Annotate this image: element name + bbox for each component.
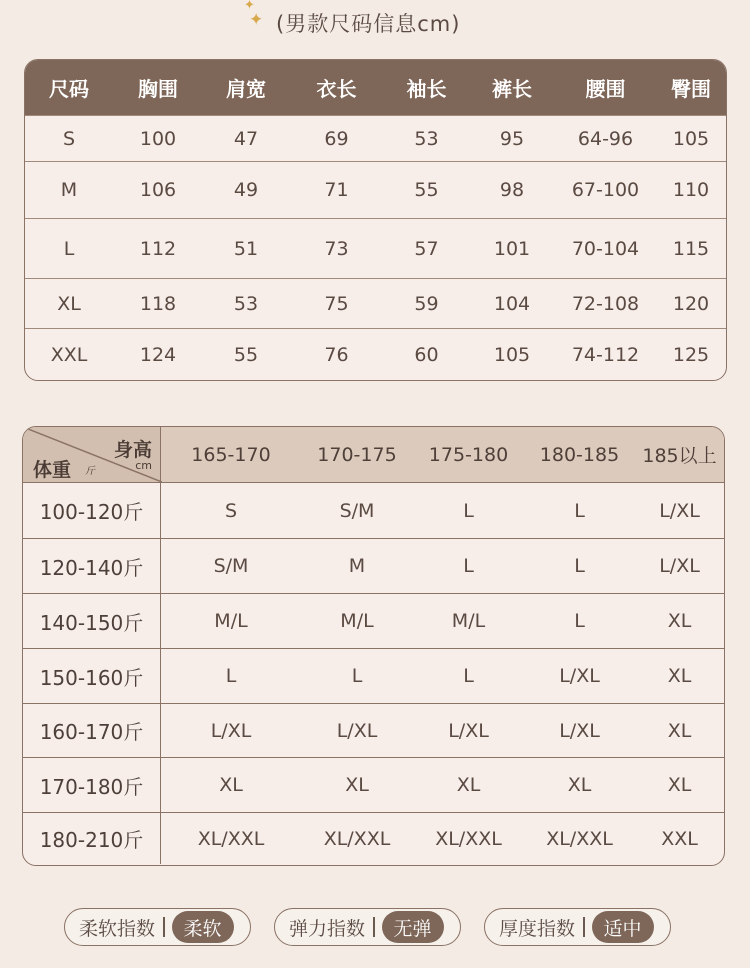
divider	[583, 917, 585, 937]
weight-range-cell: 120-140斤	[23, 539, 161, 593]
measurement-cell: 47	[233, 127, 259, 150]
fit-row	[23, 812, 724, 864]
measurement-cell: 100	[139, 127, 177, 150]
recommended-size-cell: L	[463, 499, 474, 522]
fit-row	[23, 482, 724, 538]
recommended-size-cell: L	[351, 665, 363, 687]
measurement-cell: 115	[672, 237, 710, 260]
recommended-size-cell: XXL	[661, 827, 698, 850]
header-cell: 腰围	[585, 77, 626, 101]
measurement-cell: 71	[324, 179, 349, 201]
measurement-cell: 57	[414, 237, 439, 260]
size-cell: L	[63, 237, 75, 260]
size-table-header	[25, 60, 726, 115]
size-cell: M	[60, 179, 78, 201]
size-row	[25, 278, 726, 328]
measurement-cell: 74-112	[571, 344, 640, 366]
fit-row	[23, 593, 724, 648]
height-range-cell: 165-170	[191, 443, 271, 466]
recommended-size-cell: XL	[667, 719, 692, 742]
measurement-cell: 110	[672, 179, 710, 201]
measurement-cell: 112	[139, 237, 177, 260]
measurement-cell: 49	[233, 179, 259, 201]
weight-range-cell: 140-150斤	[23, 594, 161, 648]
recommended-size-cell: S	[224, 499, 238, 522]
measurement-cell: 76	[324, 344, 349, 366]
divider	[163, 917, 165, 937]
recommended-size-cell: S/M	[213, 555, 249, 577]
recommended-size-cell: L	[463, 555, 474, 577]
height-range-cell: 175-180	[428, 443, 509, 466]
header-cell: 袖长	[406, 77, 447, 101]
index-value-badge: 柔软	[172, 911, 234, 943]
fit-table	[22, 426, 725, 866]
recommended-size-cell: L/XL	[336, 719, 378, 742]
height-label: 身高	[113, 439, 152, 461]
measurement-cell: 70-104	[571, 237, 640, 260]
height-range-cell: 185以上	[642, 445, 717, 467]
index-label: 弹力指数	[289, 917, 366, 940]
recommended-size-cell: L/XL	[659, 499, 700, 522]
recommended-size-cell: XL	[567, 774, 592, 796]
recommended-size-cell: XL	[667, 610, 692, 632]
height-unit: cm	[135, 459, 152, 472]
recommended-size-cell: L	[574, 499, 585, 522]
weight-label: 体重	[33, 459, 72, 481]
height-range-cell: 180-185	[539, 443, 620, 466]
measurement-cell: 53	[233, 292, 259, 315]
index-value-badge: 适中	[592, 911, 654, 943]
measurement-cell: 95	[499, 127, 525, 150]
size-cell: XXL	[50, 344, 88, 366]
index-value-badge: 无弹	[382, 911, 444, 943]
star-icon: ✦	[249, 10, 264, 30]
measurement-cell: 125	[672, 344, 710, 366]
recommended-size-cell: XL	[456, 774, 481, 796]
recommended-size-cell: XL	[219, 774, 243, 796]
weight-range-cell: 160-170斤	[23, 704, 161, 757]
fit-row	[23, 757, 724, 812]
measurement-cell: 105	[672, 127, 710, 150]
recommended-size-cell: L/XL	[210, 719, 252, 742]
recommended-size-cell: M/L	[214, 610, 248, 632]
recommended-size-cell: L/XL	[559, 719, 600, 742]
measurement-cell: 67-100	[571, 179, 640, 201]
recommended-size-cell: XL	[667, 774, 692, 796]
weight-range-cell: 170-180斤	[23, 758, 161, 812]
elasticity-index-pill	[274, 908, 461, 946]
measurement-cell: 55	[414, 179, 439, 201]
header	[0, 0, 750, 44]
recommended-size-cell: L/XL	[448, 719, 489, 742]
measurement-cell: 64-96	[577, 127, 634, 150]
measurement-cell: 60	[414, 344, 439, 366]
measurement-cell: 120	[672, 292, 710, 315]
recommended-size-cell: L	[463, 665, 474, 687]
weight-range-cell: 180-210斤	[23, 813, 161, 864]
recommended-size-cell: L	[574, 555, 585, 577]
star-icon: ✦	[244, 0, 255, 13]
index-label: 厚度指数	[499, 917, 576, 940]
measurement-cell: 105	[493, 344, 531, 366]
measurement-cell: 73	[324, 237, 349, 260]
measurement-cell: 98	[499, 179, 525, 201]
measurement-cell: 124	[139, 344, 177, 366]
index-label: 柔软指数	[79, 917, 156, 940]
fit-table-header	[23, 427, 724, 482]
recommended-size-cell: XL	[345, 774, 369, 796]
subtitle: (男款尺码信息cm)	[276, 12, 461, 36]
recommended-size-cell: M/L	[451, 610, 486, 632]
recommended-size-cell: M	[348, 555, 366, 577]
header-cell: 臀围	[671, 77, 711, 101]
recommended-size-cell: L/XL	[659, 555, 700, 577]
recommended-size-cell: XL/XXL	[546, 827, 613, 850]
size-row	[25, 161, 726, 218]
thickness-index-pill	[484, 908, 671, 946]
header-cell: 裤长	[492, 77, 532, 101]
size-cell: S	[62, 127, 76, 150]
size-row	[25, 218, 726, 278]
measurement-cell: 118	[139, 292, 177, 315]
measurement-cell: 75	[324, 292, 349, 315]
height-range-cell: 170-175	[317, 443, 397, 466]
header-cell: 尺码	[49, 77, 89, 101]
recommended-size-cell: XL/XXL	[435, 827, 502, 850]
weight-range-cell: 100-120斤	[23, 483, 161, 538]
measurement-cell: 69	[324, 127, 349, 150]
size-row	[25, 328, 726, 381]
recommended-size-cell: L	[225, 665, 237, 687]
fit-table-corner	[23, 427, 161, 482]
recommended-size-cell: XL/XXL	[323, 827, 391, 850]
size-cell: XL	[57, 292, 81, 315]
weight-unit: 斤	[85, 466, 95, 477]
recommended-size-cell: L/XL	[559, 665, 600, 687]
measurement-cell: 59	[414, 292, 439, 315]
recommended-size-cell: L	[574, 610, 585, 632]
header-cell: 衣长	[316, 77, 357, 101]
divider	[373, 917, 375, 937]
recommended-size-cell: XL	[667, 665, 692, 687]
header-cell: 肩宽	[226, 77, 266, 101]
measurement-cell: 55	[233, 344, 259, 366]
fit-row	[23, 648, 724, 703]
fit-row	[23, 538, 724, 593]
header-cell: 胸围	[138, 77, 178, 101]
softness-index-pill	[64, 908, 251, 946]
fit-row	[23, 703, 724, 757]
measurement-cell: 51	[233, 237, 259, 260]
measurement-cell: 72-108	[571, 292, 640, 315]
recommended-size-cell: M/L	[340, 610, 374, 632]
measurement-cell: 106	[139, 179, 177, 201]
weight-range-cell: 150-160斤	[23, 649, 161, 703]
measurement-cell: 104	[493, 292, 531, 315]
measurement-cell: 101	[493, 237, 531, 260]
measurement-cell: 53	[414, 127, 439, 150]
size-row	[25, 115, 726, 161]
recommended-size-cell: S/M	[339, 499, 375, 522]
size-table	[24, 59, 727, 381]
recommended-size-cell: XL/XXL	[197, 827, 265, 850]
